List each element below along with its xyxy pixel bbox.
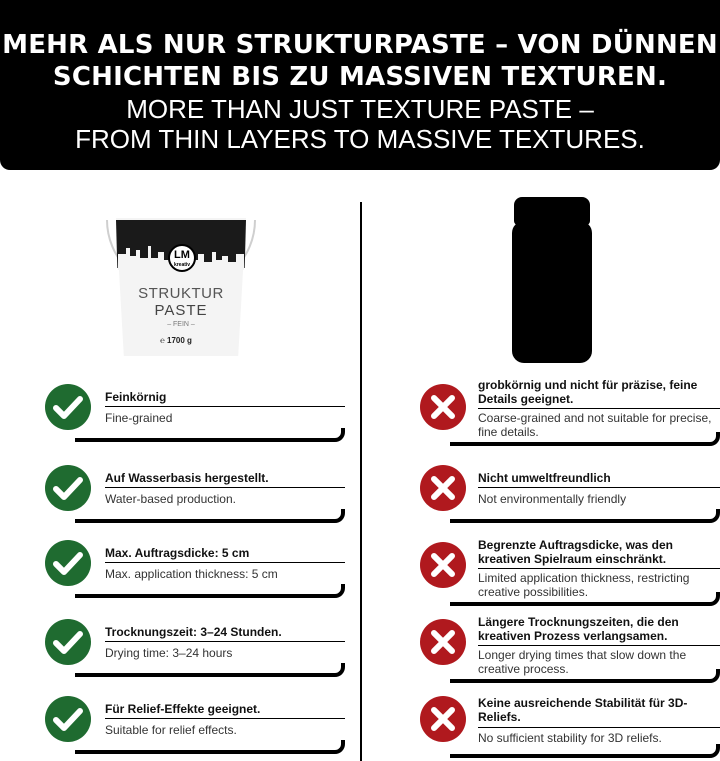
pro-card — [45, 384, 345, 442]
pro-title-en: Fine-grained — [105, 411, 173, 425]
con-title-en: Coarse-grained and not suitable for precise, fine details. — [478, 411, 712, 439]
header-title-en-line1: MORE THAN JUST TEXTURE PASTE – — [126, 94, 594, 124]
product-weight: ℮ 1700 g — [160, 336, 192, 345]
pro-title-en: Max. application thickness: 5 cm — [105, 567, 278, 581]
header-title-en-line2: FROM THIN LAYERS TO MASSIVE TEXTURES. — [75, 124, 645, 154]
check-icon — [45, 540, 91, 586]
cross-icon — [420, 619, 466, 665]
brand-logo — [168, 244, 196, 272]
pro-card — [45, 465, 345, 523]
con-card — [420, 613, 720, 683]
con-title-en: No sufficient stability for 3D reliefs. — [478, 731, 662, 745]
con-title-de: Längere Trocknungszeiten, die den kreativen Prozess verlangsamen. — [478, 615, 679, 643]
product-name-line1: STRUKTUR — [138, 285, 224, 302]
pro-title-de: Feinkörnig — [105, 390, 167, 404]
cross-icon — [420, 384, 466, 430]
competitor-jar-silhouette — [512, 197, 592, 363]
con-card — [420, 376, 720, 446]
header-banner — [0, 0, 720, 170]
con-title-en: Not environmentally friendly — [478, 492, 627, 506]
con-card — [420, 694, 720, 758]
con-title-de: Nicht umweltfreundlich — [478, 471, 611, 485]
header-title-de-line1: MEHR ALS NUR STRUKTURPASTE – VON DÜNNEN — [2, 30, 718, 60]
pro-title-de: Max. Auftragsdicke: 5 cm — [105, 546, 250, 560]
brand-logo-main: LM — [174, 249, 190, 261]
brand-logo-sub: kreativ — [173, 262, 191, 268]
check-icon — [45, 619, 91, 665]
pro-card — [45, 696, 345, 754]
con-title-en: Longer drying times that slow down the creative process. — [478, 648, 687, 676]
pro-card — [45, 540, 345, 598]
check-icon — [45, 696, 91, 742]
column-divider — [360, 202, 362, 761]
pro-title-en: Drying time: 3–24 hours — [105, 646, 233, 660]
pro-card — [45, 619, 345, 677]
pro-title-de: Auf Wasserbasis hergestellt. — [105, 471, 269, 485]
con-title-de: Begrenzte Auftragsdicke, was den kreativen Spielraum einschränkt. — [478, 538, 673, 566]
cross-icon — [420, 696, 466, 742]
con-card — [420, 465, 720, 523]
pro-title-de: Für Relief-Effekte geeignet. — [105, 702, 261, 716]
cross-icon — [420, 465, 466, 511]
product-name-line2: PASTE — [154, 302, 208, 319]
check-icon — [45, 465, 91, 511]
header-title-de-line2: SCHICHTEN BIS ZU MASSIVEN TEXTUREN. — [52, 62, 668, 92]
cross-icon — [420, 542, 466, 588]
con-title-de: grobkörnig und nicht für präzise, feine Details geeignet. — [478, 378, 698, 406]
check-icon — [45, 384, 91, 430]
product-bucket-image — [106, 198, 256, 360]
jar-body — [512, 221, 592, 363]
con-card — [420, 536, 720, 606]
pro-title-en: Suitable for relief effects. — [105, 723, 237, 737]
pro-title-de: Trocknungszeit: 3–24 Stunden. — [105, 625, 282, 639]
con-title-en: Limited application thickness, restricting creative possibilities. — [478, 571, 690, 599]
pro-title-en: Water-based production. — [105, 492, 236, 506]
con-title-de: Keine ausreichende Stabilität für 3D-Reliefs. — [478, 696, 688, 724]
product-variant: – FEIN – — [167, 321, 195, 328]
